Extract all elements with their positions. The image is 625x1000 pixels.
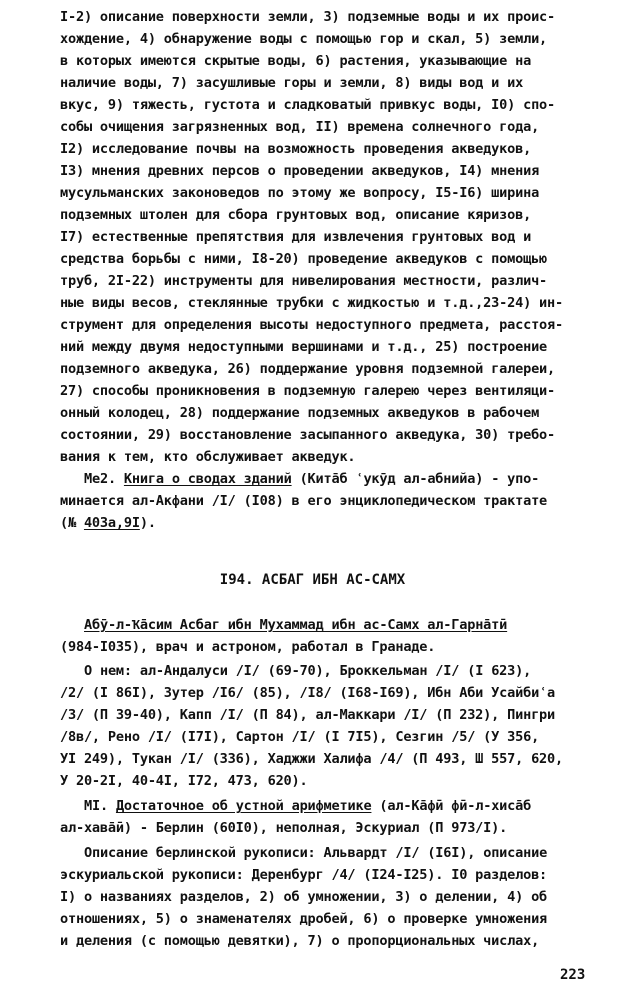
bibliography-line: УI 249), Тукан /I/ (336), Хаджжи Халифа /4/ (П 493, Ш 557, 620, <box>60 751 564 767</box>
text-line: струмент для определения высоты недоступного предмета, расстоя- <box>60 317 564 333</box>
text-line: I-2) описание поверхности земли, 3) подземные воды и их проис- <box>60 9 556 25</box>
text-line: ные виды весов, стеклянные трубки с жидкостью и т.д.,23-24) ин- <box>60 295 564 311</box>
entry-code: МI. <box>84 798 116 814</box>
bibliography-line: /3/ (П 39-40), Капп /I/ (П 84), ал-Маккари /I/ (П 232), Пингри <box>60 707 556 723</box>
entry-me2 <box>84 470 580 488</box>
text-line: и деления (с помощью девятки), 7) о пропорциональных числах, <box>60 933 540 949</box>
text-line: вания к тем, кто обслуживает акведук. <box>60 449 356 465</box>
entry-code: Ме2. <box>84 471 124 487</box>
entry-text: (ал-Кāфӣ фӣ-л-хисāб <box>371 798 532 814</box>
section-heading: I94. АСБАГ ИБН АС-САМХ <box>219 572 406 588</box>
text-line: 27) способы проникновения в подземную галерею через вентиляци- <box>60 383 556 399</box>
text-line: состоянии, 29) восстановление засыпанного акведука, 30) требо- <box>60 427 556 443</box>
text-line: подземных штолен для сбора грунтовых вод, описание кяризов, <box>60 207 532 223</box>
bibliography-line: У 20-2I, 40-4I, I72, 473, 620). <box>60 773 308 789</box>
text-line: ал-хавāӣ) - Берлин (60I0), неполная, Эскуриал (П 973/I). <box>60 820 508 836</box>
text-line: мусульманских законоведов по этому же вопросу, I5-I6) ширина <box>60 185 540 201</box>
text-line: I2) исследование почвы на возможность проведения акведуков, <box>60 141 532 157</box>
text-line: подземного акведука, 26) поддержание уровня подземной галереи, <box>60 361 556 377</box>
entry-mi <box>84 797 580 815</box>
text-line: минается ал-Акфани /I/ (I08) в его энциклопедическом трактате <box>60 493 548 509</box>
author-dates: (984-I035), врач и астроном, работал в Гранаде. <box>60 639 436 655</box>
text-line: хождение, 4) обнаружение воды с помощью гор и скал, 5) земли, <box>60 31 548 47</box>
bibliography-line: /8в/, Рено /I/ (I7I), Сартон /I/ (I 7I5), Сезгин /5/ (У 356, <box>60 729 540 745</box>
text-line: отношениях, 5) о знаменателях дробей, 6) о проверке умножения <box>60 911 548 927</box>
text-line: ний между двумя недоступными вершинами и т.д., 25) построение <box>60 339 548 355</box>
text-line: I) о названиях разделов, 2) об умножении, 3) о делении, 4) об <box>60 889 548 905</box>
text-line: I7) естественные препятствия для извлечения грунтовых вод и <box>60 229 532 245</box>
entry-title: Достаточное об устной арифметике <box>115 798 372 814</box>
entry-title: Книга о сводах зданий <box>123 471 292 487</box>
author-line <box>84 616 580 634</box>
page-number: 223 <box>560 967 586 983</box>
bibliography-line: О нем: ал-Андалуси /I/ (69-70), Броккельман /I/ (I 623), <box>84 663 532 679</box>
entry-text: (Китāб ʿукӯд ал-абнийа) - упо- <box>291 471 540 487</box>
text-line: средства борьбы с ними, I8-20) проведение акведуков с помощью <box>60 251 548 267</box>
author-name: Абӯ-л-Ҡāсим Асбаг ибн Мухаммад ибн ас-Самх ал-Гарнāтӣ <box>84 617 508 633</box>
text-line: наличие воды, 7) засушливые горы и земли, 8) виды вод и их <box>60 75 524 91</box>
text-line: эскуриальской рукописи: Деренбург /4/ (I24-I25). I0 разделов: <box>60 867 548 883</box>
entry-reference <box>60 514 580 532</box>
bibliography-line: /2/ (I 86I), Зутер /I6/ (85), /I8/ (I68-I69), Ибн Аби Усайбиʿа <box>60 685 556 701</box>
text-line: Описание берлинской рукописи: Альвардт /I/ (I6I), описание <box>84 845 548 861</box>
reference-value: 403а,9I <box>83 515 140 531</box>
text-line: собы очищения загрязненных вод, II) времена солнечного года, <box>60 119 540 135</box>
text-line: труб, 2I-22) инструменты для нивелирования местности, различ- <box>60 273 548 289</box>
reference-open: (№ <box>60 515 84 531</box>
reference-close: ). <box>139 515 156 531</box>
text-line: вкус, 9) тяжесть, густота и сладковатый привкус воды, I0) спо- <box>60 97 556 113</box>
text-line: онный колодец, 28) поддержание подземных акведуков в рабочем <box>60 405 540 421</box>
text-line: I3) мнения древних персов о проведении акведуков, I4) мнения <box>60 163 540 179</box>
text-line: в которых имеются скрытые воды, 6) растения, указывающие на <box>60 53 532 69</box>
